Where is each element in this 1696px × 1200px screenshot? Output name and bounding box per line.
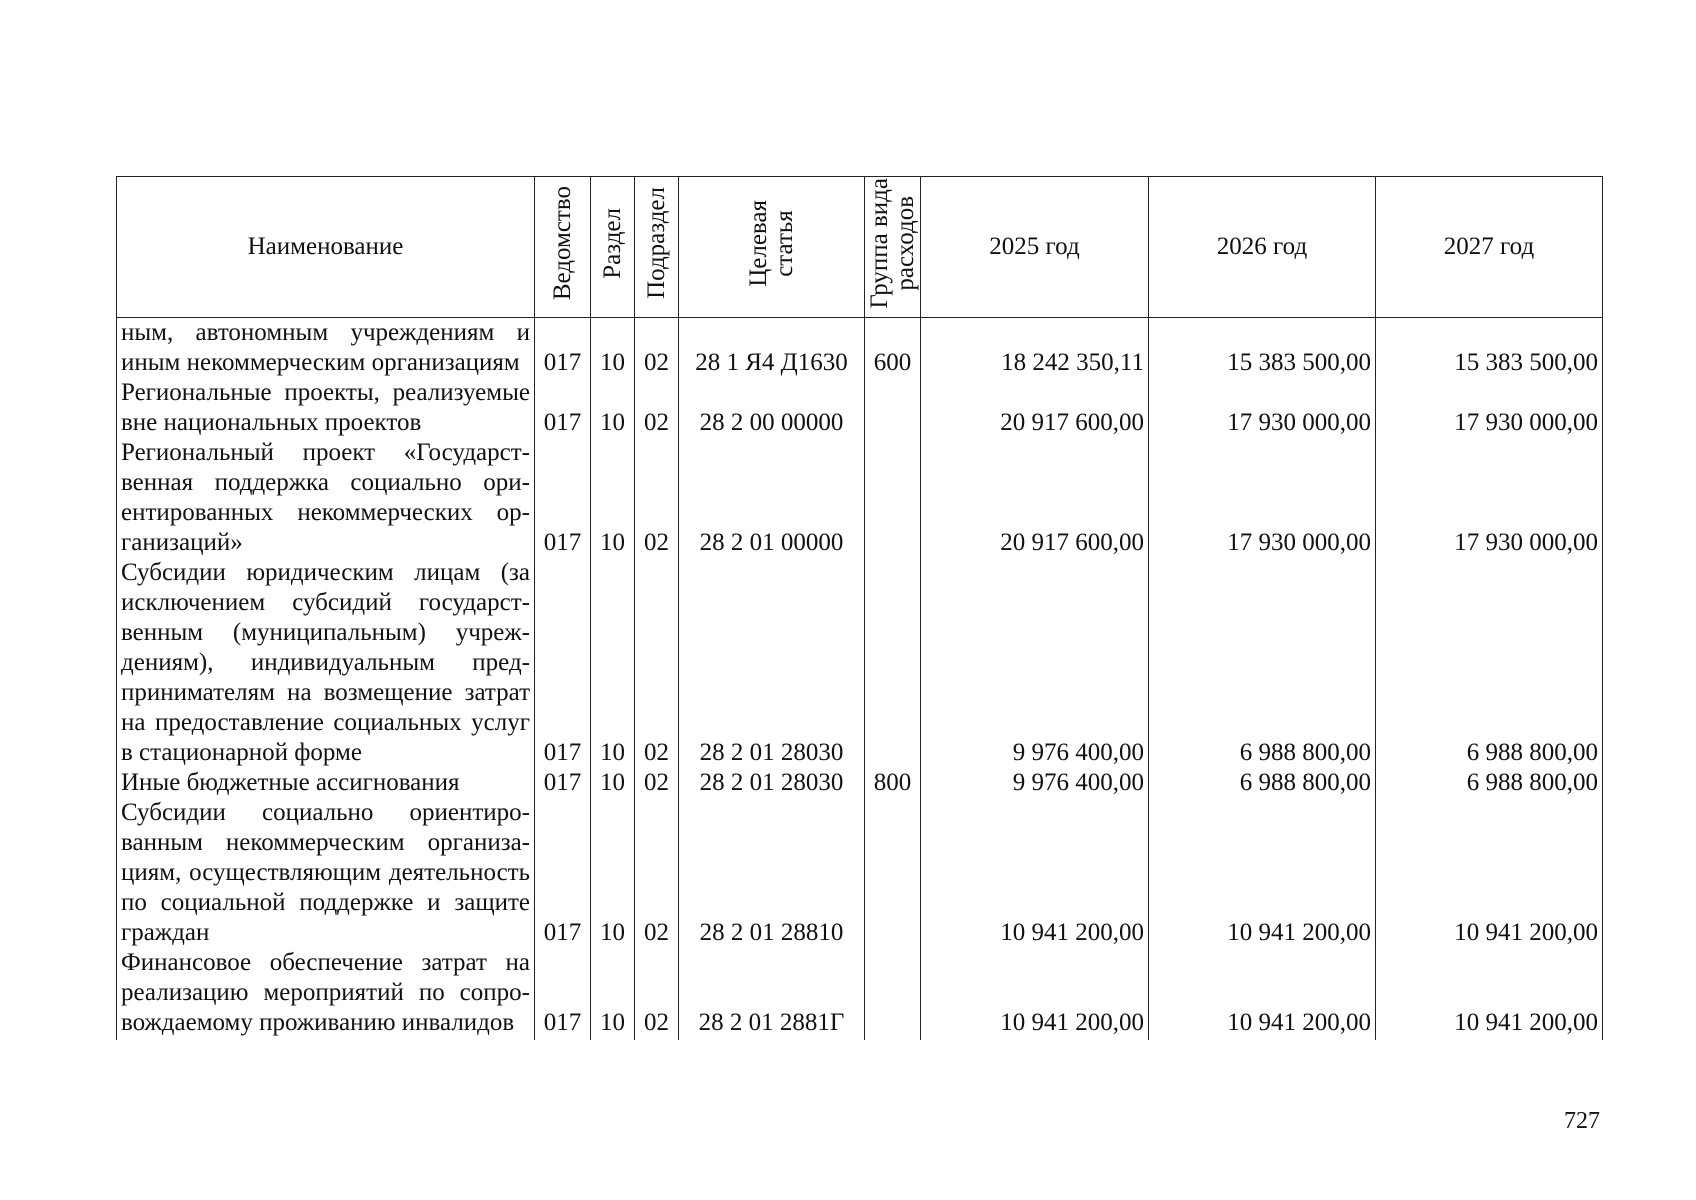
row-amount-2027: 6 988 800,00 <box>1376 558 1603 768</box>
row-department: 017 <box>535 438 591 558</box>
table-row <box>117 438 1603 558</box>
row-name: Субсидии юридическим лицам (за исключением субсидий государственным (муниципальным) учреждениям), индивидуальным предпринимателям на возмещение затрат на предоставление социальных услуг в стационарной форме <box>117 558 535 768</box>
row-amount-2026: 10 941 200,00 <box>1149 948 1376 1040</box>
header-year-2027: 2027 год <box>1376 177 1603 318</box>
row-expense-group: 600 <box>865 318 921 379</box>
row-section: 10 <box>591 438 635 558</box>
row-amount-2026: 17 930 000,00 <box>1149 438 1376 558</box>
table-row <box>117 378 1603 438</box>
row-department: 017 <box>535 948 591 1040</box>
row-amount-2027: 17 930 000,00 <box>1376 378 1603 438</box>
header-name: Наименование <box>117 177 535 318</box>
row-expense-group <box>865 798 921 948</box>
header-subsection: Подраздел <box>635 177 679 318</box>
row-section: 10 <box>591 558 635 768</box>
row-amount-2025: 20 917 600,00 <box>921 378 1149 438</box>
header-expense-group: Группа вида расходов <box>865 177 921 318</box>
row-section: 10 <box>591 318 635 379</box>
row-target-article: 28 2 00 00000 <box>679 378 865 438</box>
row-target-article: 28 2 01 28810 <box>679 798 865 948</box>
row-expense-group <box>865 378 921 438</box>
row-subsection: 02 <box>635 798 679 948</box>
row-amount-2027: 10 941 200,00 <box>1376 948 1603 1040</box>
row-target-article: 28 2 01 00000 <box>679 438 865 558</box>
row-department: 017 <box>535 558 591 768</box>
header-year-2025: 2025 год <box>921 177 1149 318</box>
table-row <box>117 948 1603 1040</box>
row-amount-2026: 6 988 800,00 <box>1149 558 1376 768</box>
row-subsection: 02 <box>635 378 679 438</box>
row-subsection: 02 <box>635 558 679 768</box>
row-section: 10 <box>591 798 635 948</box>
page-number: 727 <box>1564 1108 1600 1134</box>
row-expense-group: 800 <box>865 768 921 798</box>
row-section: 10 <box>591 948 635 1040</box>
row-name: Субсидии социально ориентированным некоммерческим организациям, осуществляющим деятельность по социальной поддержке и защите граждан <box>117 798 535 948</box>
row-name: Региональный проект «Государственная поддержка социально ориентированных некоммерческих организаций» <box>117 438 535 558</box>
row-amount-2027: 15 383 500,00 <box>1376 318 1603 379</box>
header-year-2026: 2026 год <box>1149 177 1376 318</box>
row-amount-2026: 6 988 800,00 <box>1149 768 1376 798</box>
row-name: ным, автономным учреждениям и иным некоммерческим организациям <box>117 318 535 379</box>
row-amount-2027: 10 941 200,00 <box>1376 798 1603 948</box>
row-department: 017 <box>535 378 591 438</box>
row-section: 10 <box>591 378 635 438</box>
row-expense-group <box>865 438 921 558</box>
row-amount-2025: 10 941 200,00 <box>921 948 1149 1040</box>
row-name: Региональные проекты, реализуемые вне национальных проектов <box>117 378 535 438</box>
header-target-article: Целевая статья <box>679 177 865 318</box>
row-amount-2027: 17 930 000,00 <box>1376 438 1603 558</box>
header-section: Раздел <box>591 177 635 318</box>
budget-table <box>116 176 1603 1040</box>
row-amount-2025: 9 976 400,00 <box>921 558 1149 768</box>
row-department: 017 <box>535 768 591 798</box>
row-department: 017 <box>535 798 591 948</box>
row-expense-group <box>865 948 921 1040</box>
row-target-article: 28 2 01 28030 <box>679 558 865 768</box>
table-row <box>117 318 1603 379</box>
row-target-article: 28 2 01 28030 <box>679 768 865 798</box>
row-name: Иные бюджетные ассигнования <box>117 768 535 798</box>
row-amount-2026: 17 930 000,00 <box>1149 378 1376 438</box>
table-header-row <box>117 177 1603 318</box>
row-section: 10 <box>591 768 635 798</box>
row-expense-group <box>865 558 921 768</box>
table-row <box>117 798 1603 948</box>
row-target-article: 28 1 Я4 Д1630 <box>679 318 865 379</box>
row-subsection: 02 <box>635 768 679 798</box>
header-department: Ведомство <box>535 177 591 318</box>
row-subsection: 02 <box>635 948 679 1040</box>
row-amount-2025: 9 976 400,00 <box>921 768 1149 798</box>
row-amount-2025: 10 941 200,00 <box>921 798 1149 948</box>
row-amount-2027: 6 988 800,00 <box>1376 768 1603 798</box>
row-amount-2025: 18 242 350,11 <box>921 318 1149 379</box>
row-department: 017 <box>535 318 591 379</box>
table-row <box>117 558 1603 768</box>
row-subsection: 02 <box>635 318 679 379</box>
table-row <box>117 768 1603 798</box>
row-target-article: 28 2 01 2881Г <box>679 948 865 1040</box>
row-amount-2026: 15 383 500,00 <box>1149 318 1376 379</box>
row-subsection: 02 <box>635 438 679 558</box>
row-amount-2025: 20 917 600,00 <box>921 438 1149 558</box>
row-amount-2026: 10 941 200,00 <box>1149 798 1376 948</box>
row-name: Финансовое обеспечение затрат на реализацию мероприятий по сопровождаемому проживанию инвалидов <box>117 948 535 1040</box>
